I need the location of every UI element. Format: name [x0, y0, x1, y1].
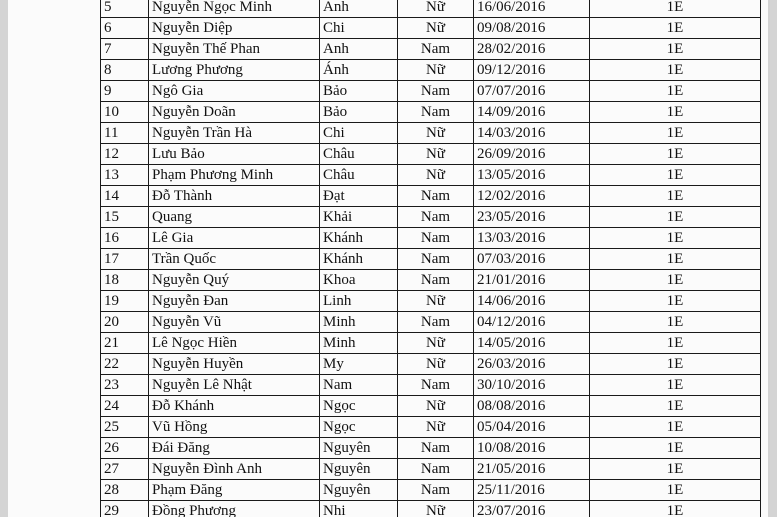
- family-name-cell: Nguyễn Quý: [149, 270, 320, 291]
- row-number-cell: 8: [101, 60, 149, 81]
- class-cell: 1E: [590, 102, 761, 123]
- family-name-cell: Phạm Phương Minh: [149, 165, 320, 186]
- table-row: [101, 249, 761, 270]
- class-cell: 1E: [590, 291, 761, 312]
- gender-cell: Nam: [398, 228, 474, 249]
- birth-date-cell: 13/03/2016: [474, 228, 590, 249]
- table-row: [101, 270, 761, 291]
- gender-cell: Nữ: [398, 333, 474, 354]
- row-number-cell: 21: [101, 333, 149, 354]
- class-cell: 1E: [590, 81, 761, 102]
- family-name-cell: Nguyễn Doãn: [149, 102, 320, 123]
- gender-cell: Nam: [398, 249, 474, 270]
- gender-cell: Nữ: [398, 417, 474, 438]
- birth-date-cell: 21/01/2016: [474, 270, 590, 291]
- birth-date-cell: 26/03/2016: [474, 354, 590, 375]
- class-cell: 1E: [590, 144, 761, 165]
- birth-date-cell: 16/06/2016: [474, 0, 590, 18]
- birth-date-cell: 14/09/2016: [474, 102, 590, 123]
- family-name-cell: Đồng Phương: [149, 501, 320, 517]
- gender-cell: Nam: [398, 438, 474, 459]
- row-number-cell: 29: [101, 501, 149, 517]
- birth-date-cell: 26/09/2016: [474, 144, 590, 165]
- given-name-cell: Ánh: [320, 60, 398, 81]
- given-name-cell: Linh: [320, 291, 398, 312]
- class-cell: 1E: [590, 0, 761, 18]
- gender-cell: Nam: [398, 480, 474, 501]
- birth-date-cell: 05/04/2016: [474, 417, 590, 438]
- given-name-cell: Minh: [320, 312, 398, 333]
- student-table-body: [101, 0, 761, 517]
- class-cell: 1E: [590, 438, 761, 459]
- given-name-cell: Khánh: [320, 228, 398, 249]
- given-name-cell: Ngọc: [320, 396, 398, 417]
- class-cell: 1E: [590, 459, 761, 480]
- class-cell: 1E: [590, 18, 761, 39]
- gender-cell: Nam: [398, 102, 474, 123]
- class-cell: 1E: [590, 312, 761, 333]
- row-number-cell: 28: [101, 480, 149, 501]
- birth-date-cell: 12/02/2016: [474, 186, 590, 207]
- birth-date-cell: 07/03/2016: [474, 249, 590, 270]
- student-table: [100, 0, 761, 517]
- birth-date-cell: 04/12/2016: [474, 312, 590, 333]
- table-row: [101, 18, 761, 39]
- birth-date-cell: 21/05/2016: [474, 459, 590, 480]
- row-number-cell: 20: [101, 312, 149, 333]
- given-name-cell: Nhi: [320, 501, 398, 517]
- class-cell: 1E: [590, 207, 761, 228]
- gender-cell: Nam: [398, 270, 474, 291]
- table-row: [101, 81, 761, 102]
- gender-cell: Nữ: [398, 0, 474, 18]
- row-number-cell: 14: [101, 186, 149, 207]
- row-number-cell: 15: [101, 207, 149, 228]
- birth-date-cell: 07/07/2016: [474, 81, 590, 102]
- table-row: [101, 144, 761, 165]
- class-cell: 1E: [590, 417, 761, 438]
- family-name-cell: Nguyễn Diệp: [149, 18, 320, 39]
- table-row: [101, 333, 761, 354]
- row-number-cell: 17: [101, 249, 149, 270]
- table-row: [101, 417, 761, 438]
- class-cell: 1E: [590, 333, 761, 354]
- row-number-cell: 7: [101, 39, 149, 60]
- row-number-cell: 23: [101, 375, 149, 396]
- birth-date-cell: 28/02/2016: [474, 39, 590, 60]
- given-name-cell: Khoa: [320, 270, 398, 291]
- given-name-cell: Bảo: [320, 102, 398, 123]
- given-name-cell: Châu: [320, 165, 398, 186]
- table-row: [101, 0, 761, 18]
- given-name-cell: Nguyên: [320, 459, 398, 480]
- given-name-cell: Anh: [320, 0, 398, 18]
- family-name-cell: Nguyễn Thế Phan: [149, 39, 320, 60]
- row-number-cell: 26: [101, 438, 149, 459]
- family-name-cell: Lê Gia: [149, 228, 320, 249]
- table-row: [101, 459, 761, 480]
- gender-cell: Nam: [398, 312, 474, 333]
- birth-date-cell: 30/10/2016: [474, 375, 590, 396]
- birth-date-cell: 14/03/2016: [474, 123, 590, 144]
- family-name-cell: Ngô Gia: [149, 81, 320, 102]
- class-cell: 1E: [590, 396, 761, 417]
- class-cell: 1E: [590, 186, 761, 207]
- family-name-cell: Vũ Hồng: [149, 417, 320, 438]
- family-name-cell: Nguyễn Trần Hà: [149, 123, 320, 144]
- class-cell: 1E: [590, 501, 761, 517]
- table-row: [101, 186, 761, 207]
- table-row: [101, 207, 761, 228]
- table-row: [101, 354, 761, 375]
- row-number-cell: 24: [101, 396, 149, 417]
- class-cell: 1E: [590, 39, 761, 60]
- gender-cell: Nam: [398, 186, 474, 207]
- table-row: [101, 480, 761, 501]
- table-row: [101, 123, 761, 144]
- gender-cell: Nữ: [398, 396, 474, 417]
- given-name-cell: Khánh: [320, 249, 398, 270]
- class-cell: 1E: [590, 165, 761, 186]
- family-name-cell: Quang: [149, 207, 320, 228]
- table-row: [101, 39, 761, 60]
- table-row: [101, 438, 761, 459]
- gender-cell: Nữ: [398, 165, 474, 186]
- given-name-cell: Nguyên: [320, 438, 398, 459]
- family-name-cell: Đái Đăng: [149, 438, 320, 459]
- class-cell: 1E: [590, 249, 761, 270]
- gender-cell: Nữ: [398, 60, 474, 81]
- family-name-cell: Lê Ngọc Hiền: [149, 333, 320, 354]
- family-name-cell: Trần Quốc: [149, 249, 320, 270]
- table-row: [101, 291, 761, 312]
- family-name-cell: Nguyễn Vũ: [149, 312, 320, 333]
- gender-cell: Nam: [398, 39, 474, 60]
- class-cell: 1E: [590, 123, 761, 144]
- document-page: [8, 0, 768, 517]
- gender-cell: Nữ: [398, 144, 474, 165]
- row-number-cell: 22: [101, 354, 149, 375]
- given-name-cell: Châu: [320, 144, 398, 165]
- family-name-cell: Đỗ Khánh: [149, 396, 320, 417]
- class-cell: 1E: [590, 354, 761, 375]
- birth-date-cell: 08/08/2016: [474, 396, 590, 417]
- row-number-cell: 11: [101, 123, 149, 144]
- family-name-cell: Phạm Đăng: [149, 480, 320, 501]
- row-number-cell: 25: [101, 417, 149, 438]
- birth-date-cell: 14/05/2016: [474, 333, 590, 354]
- given-name-cell: Nguyên: [320, 480, 398, 501]
- given-name-cell: Anh: [320, 39, 398, 60]
- given-name-cell: Chi: [320, 18, 398, 39]
- row-number-cell: 18: [101, 270, 149, 291]
- class-cell: 1E: [590, 60, 761, 81]
- table-row: [101, 375, 761, 396]
- table-row: [101, 165, 761, 186]
- birth-date-cell: 23/05/2016: [474, 207, 590, 228]
- birth-date-cell: 13/05/2016: [474, 165, 590, 186]
- birth-date-cell: 23/07/2016: [474, 501, 590, 517]
- class-cell: 1E: [590, 480, 761, 501]
- family-name-cell: Đỗ Thành: [149, 186, 320, 207]
- family-name-cell: Lương Phương: [149, 60, 320, 81]
- given-name-cell: My: [320, 354, 398, 375]
- family-name-cell: Nguyễn Lê Nhật: [149, 375, 320, 396]
- given-name-cell: Ngọc: [320, 417, 398, 438]
- gender-cell: Nữ: [398, 501, 474, 517]
- family-name-cell: Nguyễn Đan: [149, 291, 320, 312]
- gender-cell: Nam: [398, 375, 474, 396]
- row-number-cell: 12: [101, 144, 149, 165]
- gender-cell: Nam: [398, 81, 474, 102]
- family-name-cell: Nguyễn Ngọc Minh: [149, 0, 320, 18]
- given-name-cell: Chi: [320, 123, 398, 144]
- given-name-cell: Nam: [320, 375, 398, 396]
- birth-date-cell: 09/12/2016: [474, 60, 590, 81]
- family-name-cell: Lưu Bảo: [149, 144, 320, 165]
- family-name-cell: Nguyễn Đình Anh: [149, 459, 320, 480]
- birth-date-cell: 10/08/2016: [474, 438, 590, 459]
- gender-cell: Nữ: [398, 18, 474, 39]
- row-number-cell: 13: [101, 165, 149, 186]
- birth-date-cell: 09/08/2016: [474, 18, 590, 39]
- gender-cell: Nam: [398, 207, 474, 228]
- gender-cell: Nam: [398, 459, 474, 480]
- gender-cell: Nữ: [398, 291, 474, 312]
- row-number-cell: 9: [101, 81, 149, 102]
- given-name-cell: Khải: [320, 207, 398, 228]
- table-row: [101, 60, 761, 81]
- family-name-cell: Nguyễn Huyền: [149, 354, 320, 375]
- given-name-cell: Đạt: [320, 186, 398, 207]
- gender-cell: Nữ: [398, 123, 474, 144]
- class-cell: 1E: [590, 375, 761, 396]
- row-number-cell: 6: [101, 18, 149, 39]
- table-row: [101, 102, 761, 123]
- class-cell: 1E: [590, 270, 761, 291]
- row-number-cell: 10: [101, 102, 149, 123]
- table-row: [101, 501, 761, 517]
- table-row: [101, 396, 761, 417]
- row-number-cell: 16: [101, 228, 149, 249]
- table-row: [101, 228, 761, 249]
- class-cell: 1E: [590, 228, 761, 249]
- gender-cell: Nữ: [398, 354, 474, 375]
- row-number-cell: 27: [101, 459, 149, 480]
- given-name-cell: Bảo: [320, 81, 398, 102]
- row-number-cell: 5: [101, 0, 149, 18]
- given-name-cell: Minh: [320, 333, 398, 354]
- table-row: [101, 312, 761, 333]
- birth-date-cell: 14/06/2016: [474, 291, 590, 312]
- birth-date-cell: 25/11/2016: [474, 480, 590, 501]
- row-number-cell: 19: [101, 291, 149, 312]
